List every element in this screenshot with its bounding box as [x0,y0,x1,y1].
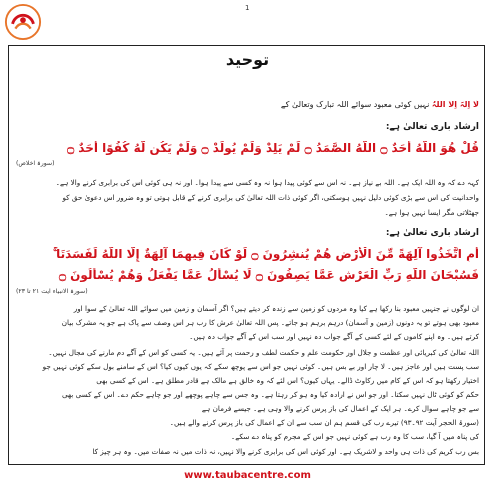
para2-line: حکم کو کوئی ٹال نہیں سکتا۔ اور جو اس نے ارادہ کیا وہ ہو کر رہتا ہے۔ وہ جس سے چاہے پوچھے اور جو چاہے حکم دے۔ اس کے کسی بھی [62,390,479,399]
para2-line: سے جو چاہے سوال کرے۔ ہر ایک کے اعمال کی باز پرس کرنے والا وہی ہے۔ جیسے فرمان ہے [201,404,479,413]
page-title: توحید [225,50,270,69]
para1-line: کہہ دے کہ وہ اللہ ایک ہے۔ اللہ بے نیاز ہے۔ نہ اس سے کوئی پیدا ہوا نہ وہ کسی سے پیدا ہوا۔ اور نہ ہی کوئی اس کی برابری کرنے والا ہے۔ [55,178,479,187]
kalima-text: لَا اِلٰہَ اِلَّا اللّٰہُ [431,100,479,109]
para2-line: بس رب کریم کی ذات ہی واحد و لاشریک ہے۔ اور کوئی اس کی برابری کرنے والا نہیں، نہ ذات میں نہ صفات میں۔ وہ ہر چیز کا [92,447,479,456]
para2-line: اللہ تعالیٰ کی کبریائی اور عظمت و جلال اور حکومت علم و حکمت لطف و رحمت پر آئے ہیں۔ یہ کسی کو اس کے آگے دم مارنے کی مجال نہیں۔ [48,348,479,357]
section1-ayah: قُلْ هُوَ اللَّهُ أَحَدٌ ۝ اللَّهُ الصَّمَدُ ۝ لَمْ يَلِدْ وَلَمْ يُولَدْ ۝ وَلَمْ يَكُن لَّهُ كُفُوًا أَحَدٌ ۝ [67,141,479,155]
page-number: 1 [245,4,250,12]
para2-line: (سورۃ الحجر آیت ۹۲۔۹۳) تیرے رب کی قسم ہم ان سب سے ان کے اعمال کی باز پرس کرنے والے ہیں۔ [169,418,479,427]
para2-line: کی پناہ میں آ گیا، سب کا وہ رب ہے کوئی نہیں جو اس کے مجرم کو پناہ دے سکے۔ [231,432,479,441]
para2-line: اختیار رکھتا ہو کہ اس کے کام میں رکاوٹ ڈالے۔ یہاں کیوں؟ اس لئے کہ وہ خالق ہے مالک ہے قادر مطلق ہے۔ اس کے کسی بھی [96,376,479,385]
section2-ayah-line: أَمِ اتَّخَذُوا آلِهَةً مِّنَ الْأَرْضِ هُمْ يُنشِرُونَ ۝ لَوْ كَانَ فِيهِمَا آلِهَةٌ إِلَّا اللَّهُ لَفَسَدَتَا ۚ [53,247,479,261]
tauba-centre-logo [4,3,42,41]
footer-website-link[interactable]: www.taubacentre.com [184,470,311,481]
kalima-translation: نہیں کوئی معبود سوائے اللہ تبارک وتعالیٰ کے [280,100,430,109]
para2-line: سب پست ہیں اور عاجز ہیں۔ لا چار اور بے بس ہیں۔ کوئی نہیں جو اس سے پوچھ سکے کہ یوں کیوں کیا؟ اس کے سامنے بول سکے کوئی نہیں جو [42,362,479,371]
section2-reference: (سورۃ الانبیاء آیت ۲۱ تا ۲۳) [16,288,88,295]
para2-line: ان لوگوں نے جنہیں معبود بنا رکھا ہے کیا وہ مردوں کو زمین سے زندہ کر دیتے ہیں؟ اگر آسمان و زمین میں سوائے اللہ تعالیٰ کے سوا اور [73,304,479,313]
para2-line: کرتے ہیں۔ وہ اپنے کاموں کے لئے کسی کے آگے جواب دہ نہیں اور سب اس کے آگے جواب دہ ہیں۔ [189,332,479,341]
section1-reference: (سورۃ اخلاص) [16,160,55,167]
para1-line: جھٹلاتی مگر ایسا نہیں ہوا ہے۔ [384,208,479,217]
section2-ayah-line: فَسُبْحَانَ اللَّهِ رَبِّ الْعَرْشِ عَمَّا يَصِفُونَ ۝ لَا يُسْأَلُ عَمَّا يَفْعَلُ وَهُمْ يُسْأَلُونَ ۝ [58,268,479,282]
section1-heading: ارشاد باری تعالیٰ ہے: [385,122,479,132]
section2-heading: ارشاد باری تعالیٰ ہے: [385,228,479,238]
para1-line: واحدانیت کی اس سے بڑی کوئی دلیل نہیں ہوسکتی، اگر کوئی ذات اللہ تعالیٰ کی برابری کرنے کے قابل ہوتی تو وہ ضرور اس دعویٰ حق کو [62,193,479,202]
intro-line [16,100,479,109]
para2-line: معبود بھی ہوتے تو یہ دونوں (زمین و آسمان) درہم برہم ہو جاتے۔ پس اللہ تعالیٰ عرش کا رب ہر اس وصف سے پاک ہے جو یہ مشرک بیان [61,318,479,327]
